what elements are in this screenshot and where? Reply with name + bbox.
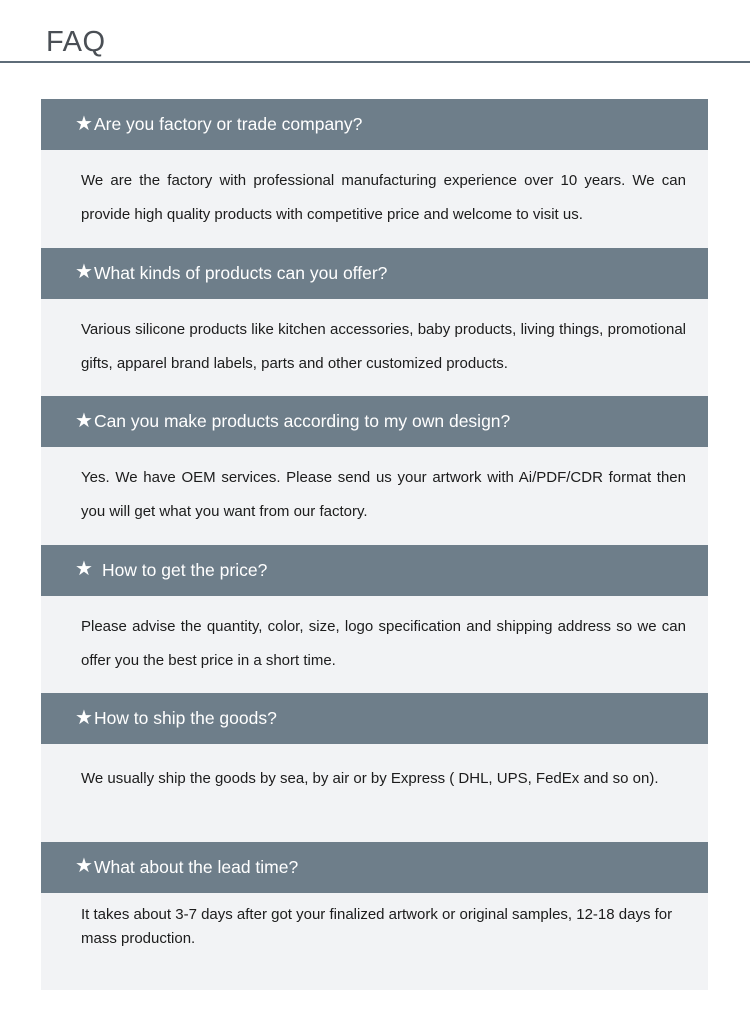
faq-question-bar [41, 396, 708, 447]
faq-question: How to ship the goods? [93, 708, 277, 728]
star-icon: ★ [75, 855, 93, 877]
faq-question-bar [41, 545, 708, 596]
star-icon: ★ [75, 261, 93, 283]
faq-question: Can you make products according to my own design? [93, 411, 511, 431]
faq-question-bar [41, 248, 708, 299]
faq-answer: It takes about 3-7 days after got your finalized artwork or original samples, 12-18 days for mass production. [81, 905, 673, 947]
faq-answer: We are the factory with professional manufacturing experience over 10 years. We can provide high quality products with competitive price and welcome to visit us. [81, 172, 686, 223]
faq-item-lead-time [41, 842, 708, 991]
faq-question-bar [41, 693, 708, 744]
faq-item-factory [41, 99, 708, 248]
faq-question: How to get the price? [101, 559, 268, 580]
star-icon: ★ [75, 706, 93, 729]
faq-question: What kinds of products can you offer? [93, 262, 388, 283]
faq-answer: Please advise the quantity, color, size, logo specification and shipping address so we can offer you the best price in a short time. [81, 617, 686, 669]
page-title: FAQ [46, 26, 106, 58]
faq-answer: We usually ship the goods by sea, by air or by Express ( DHL, UPS, FedEx and so on). [81, 770, 659, 787]
faq-question-bar [41, 842, 708, 893]
star-icon: ★ [75, 112, 93, 135]
title-divider [0, 61, 750, 63]
faq-question: What about the lead time? [93, 856, 299, 877]
star-icon: ★ [75, 558, 93, 580]
faq-list [41, 99, 708, 990]
faq-question: Are you factory or trade company? [93, 114, 363, 134]
faq-question-bar [41, 99, 708, 150]
faq-item-products [41, 248, 708, 397]
faq-item-design [41, 396, 708, 545]
faq-answer: Various silicone products like kitchen accessories, baby products, living things, promotional gifts, apparel brand labels, parts and other customized products. [81, 320, 686, 372]
faq-answer: Yes. We have OEM services. Please send us your artwork with Ai/PDF/CDR format then you will get what you want from our factory. [81, 469, 686, 520]
faq-item-shipping [41, 693, 708, 842]
star-icon: ★ [75, 409, 93, 432]
faq-item-price [41, 545, 708, 694]
